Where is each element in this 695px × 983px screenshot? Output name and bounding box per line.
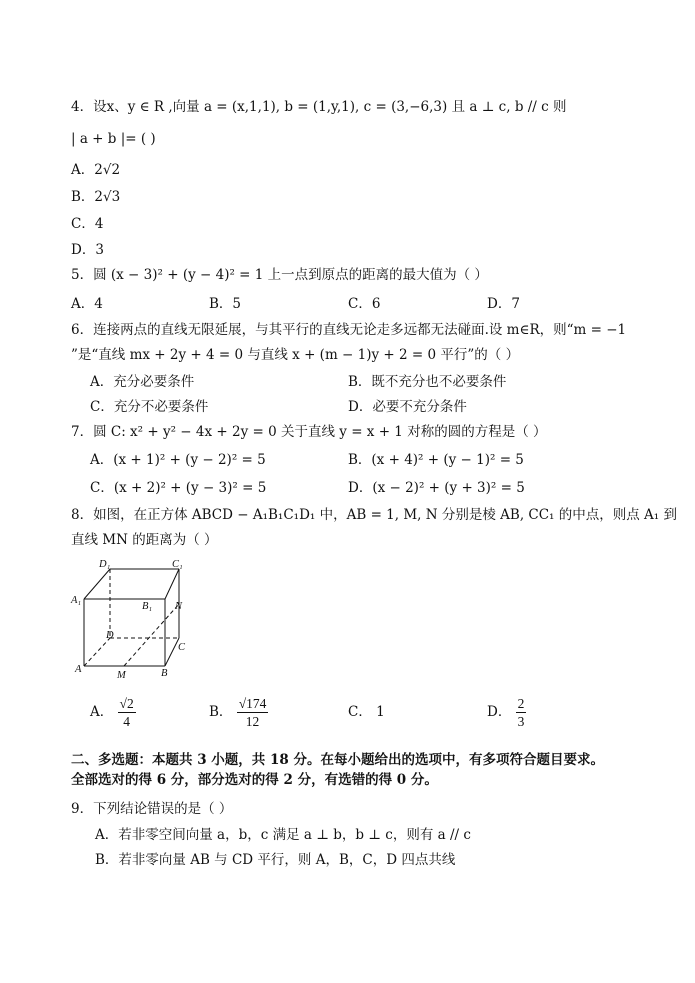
q5-option-c: C．6 — [348, 296, 381, 312]
q8-option-a-label: A． — [90, 704, 114, 720]
q8-option-c-label: C． — [348, 704, 372, 720]
q8-option-a — [90, 694, 136, 730]
q7-stem: 7．圆 C: x² + y² − 4x + 2y = 0 关于直线 y = x + 1 对称的圆的方程是（ ） — [71, 424, 547, 440]
label-D1: D₁ — [99, 559, 111, 570]
section2-heading-line1: 二、多选题：本题共 3 小题，共 18 分。在每小题给出的选项中，有多项符合题目要求。 — [71, 752, 604, 768]
label-A1: A₁ — [71, 595, 82, 606]
q6-option-d: D．必要不充分条件 — [348, 399, 467, 415]
q8-option-b-fraction — [237, 695, 269, 730]
label-N: N — [175, 601, 183, 612]
section2-heading-line2: 全部选对的得 6 分，部分选对的得 2 分，有选错的得 0 分。 — [71, 772, 438, 788]
edge-A1D1 — [84, 569, 110, 599]
q8-option-a-den: 4 — [123, 714, 130, 729]
q8-option-b — [209, 694, 268, 730]
q8-option-a-fraction — [118, 695, 136, 730]
q8-option-d-den: 3 — [517, 714, 525, 729]
q8-option-d-num: 2 — [517, 696, 525, 711]
q8-stem-line2: 直线 MN 的距离为（ ） — [71, 532, 218, 548]
q4-option-c: C．4 — [71, 216, 104, 232]
q8-option-d-fraction — [516, 695, 527, 730]
label-B: B — [161, 668, 168, 679]
q6-stem-line2: ”是“直线 mx + 2y + 4 = 0 与直线 x + (m − 1)y + 2 = 0 平行”的（ ） — [71, 347, 520, 363]
q7-option-d: D．(x − 2)² + (y + 3)² = 5 — [348, 480, 525, 496]
q9-stem: 9．下列结论错误的是（ ） — [71, 801, 233, 817]
q5-option-b: B．5 — [209, 296, 242, 312]
label-A: A — [75, 664, 82, 675]
label-D: D — [106, 630, 114, 641]
q8-stem-line1: 8．如图，在正方体 ABCD − A₁B₁C₁D₁ 中，AB = 1, M, N 分别是棱 AB, CC₁ 的中点，则点 A₁ 到 — [71, 507, 678, 523]
q5-stem: 5．圆 (x − 3)² + (y − 4)² = 1 上一点到原点的距离的最大值为（ ） — [71, 267, 488, 283]
q4-option-a: A．2√2 — [71, 162, 121, 178]
edge-AD-hidden — [84, 638, 110, 666]
q8-option-a-num: √2 — [119, 696, 134, 711]
q8-option-b-label: B． — [209, 704, 233, 720]
q5-option-a: A．4 — [71, 296, 103, 312]
q7-option-b: B．(x + 4)² + (y − 1)² = 5 — [348, 452, 524, 468]
q4-stem-line2: | a + b |= ( ) — [71, 131, 156, 147]
q4-option-b: B．2√3 — [71, 189, 121, 205]
q8-option-d-label: D． — [487, 704, 512, 720]
q8-option-c-value: 1 — [376, 704, 385, 720]
label-B1: B₁ — [142, 601, 153, 612]
q7-option-a: A．(x + 1)² + (y − 2)² = 5 — [90, 452, 266, 468]
label-C: C — [178, 642, 186, 653]
q9-option-b: B．若非零向量 AB 与 CD 平行，则 A，B，C，D 四点共线 — [95, 852, 456, 868]
q9-option-a: A．若非零空间向量 a，b，c 满足 a ⊥ b，b ⊥ c，则有 a // c — [95, 827, 471, 843]
segment-MN — [124, 604, 179, 666]
q6-option-c: C．充分不必要条件 — [90, 399, 209, 415]
edge-B1C1 — [165, 569, 179, 599]
q6-option-a: A．充分必要条件 — [90, 374, 195, 390]
q8-option-b-den: 12 — [245, 714, 260, 729]
q6-stem-line1: 6．连接两点的直线无限延展，与其平行的直线无论走多远都无法碰面.设 m∈R，则“m = −1 — [71, 322, 627, 338]
q8-option-b-num: √174 — [238, 696, 267, 711]
cube-figure — [68, 558, 193, 680]
q7-option-c: C．(x + 2)² + (y − 3)² = 5 — [90, 480, 267, 496]
q5-option-d: D．7 — [487, 296, 520, 312]
label-M: M — [117, 670, 126, 680]
edge-BC — [165, 638, 179, 666]
q8-option-c — [348, 694, 385, 730]
q8-option-d — [487, 694, 526, 730]
q4-stem-line1: 4．设x、y ∈ R ,向量 a = (x,1,1), b = (1,y,1), c = (3,−6,3) 且 a ⊥ c, b // c 则 — [71, 99, 567, 115]
label-C1: C₁ — [172, 559, 183, 570]
q4-option-d: D．3 — [71, 242, 104, 258]
q6-option-b: B．既不充分也不必要条件 — [348, 374, 507, 390]
